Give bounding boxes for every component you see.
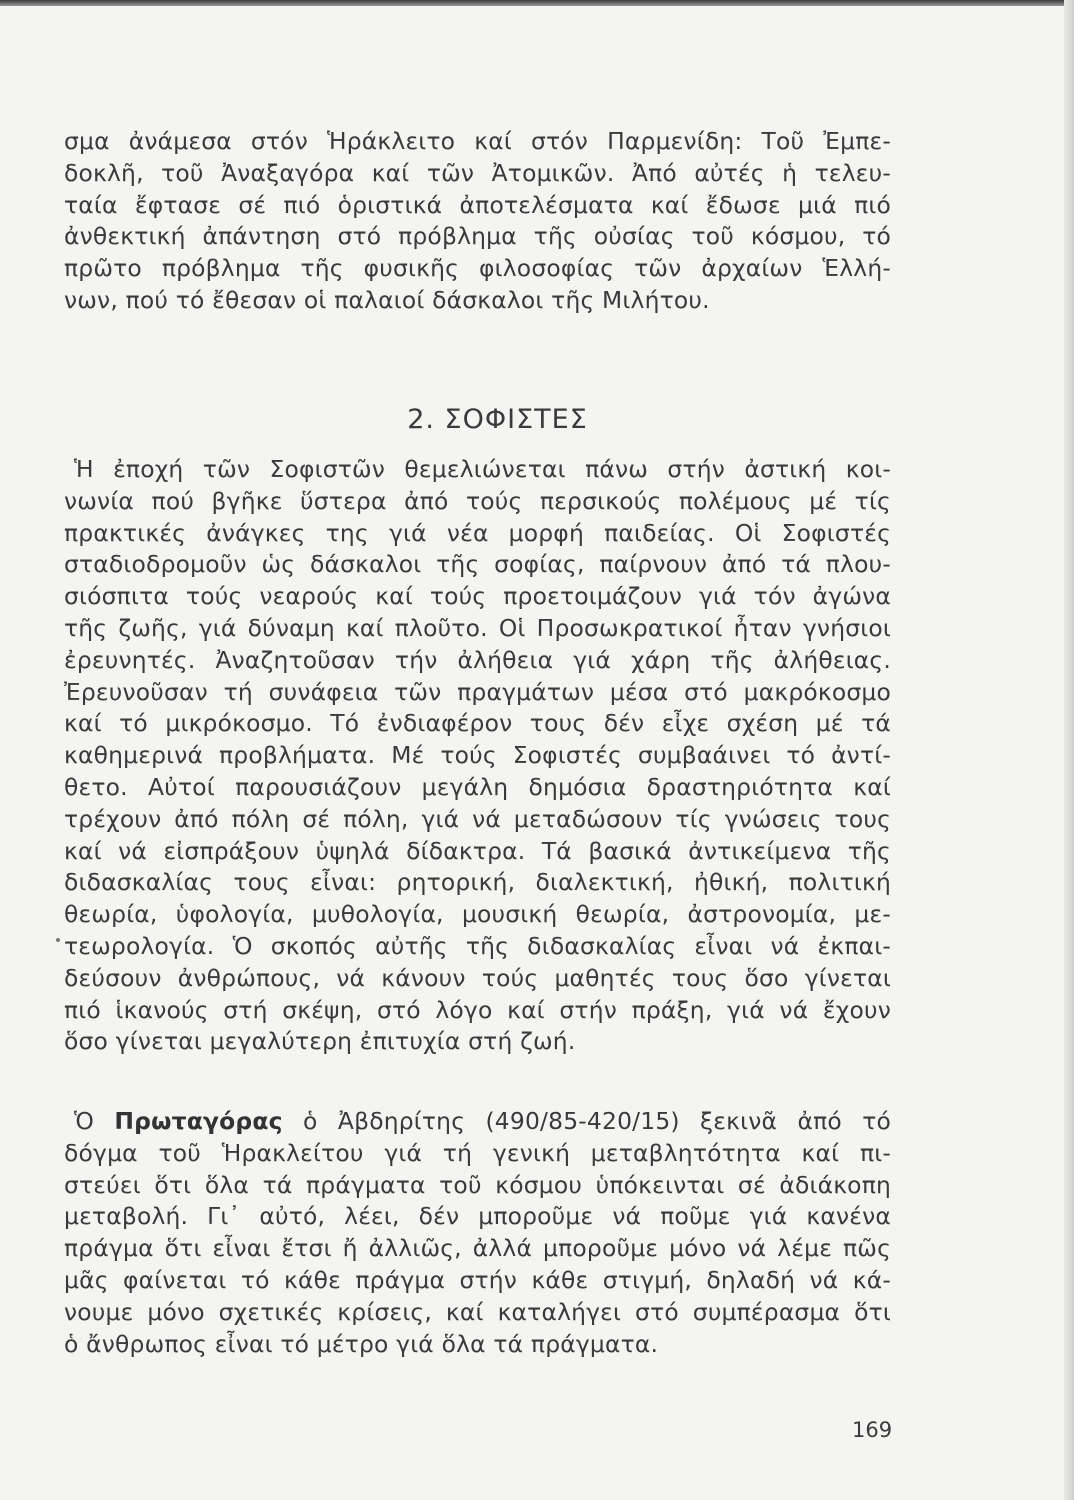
text-line: τεωρολογία. Ὁ σκοπός αὐτῆς τῆς διδασκαλίας εἶναι νά ἐκπαι- (64, 931, 891, 960)
paragraph-2 (64, 454, 891, 1058)
text-line: Ἐρευνοῦσαν τή συνάφεια τῶν πραγμάτων μέσα στό μακρόκοσμο (64, 677, 891, 706)
text-line: διδασκαλίας τους εἶναι: ρητορική, διαλεκτική, ἠθική, πολιτική (64, 868, 891, 897)
text-line: πρῶτο πρόβλημα τῆς φυσικῆς φιλοσοφίας τῶν ἀρχαίων Ἑλλή- (64, 254, 891, 283)
text-line: τρέχουν ἀπό πόλη σέ πόλη, γιά νά μεταδώσουν τίς γνώσεις τους (64, 804, 891, 833)
text-line: ταία ἔφτασε σέ πιό ὁριστικά ἀποτελέσματα καί ἔδωσε μιά πιό (64, 190, 891, 219)
text-line: δεύσουν ἀνθρώπους, νά κάνουν τούς μαθητές τους ὅσο γίνεται (64, 963, 891, 992)
text-line: πρακτικές ἀνάγκες της γιά νέα μορφή παιδείας. Οἱ Σοφιστές (64, 518, 891, 547)
text-line: καί νά εἰσπράξουν ὑψηλά δίδακτρα. Τά βασικά ἀντικείμενα τῆς (64, 836, 891, 865)
text-line: σιόσπιτα τούς νεαρούς καί τούς προετοιμάζουν γιά τόν ἀγώνα (64, 582, 891, 611)
text-line: πιό ἱκανούς στή σκέψη, στό λόγο καί στήν πράξη, γιά νά ἔχουν (64, 995, 891, 1024)
scan-right-edge (1064, 0, 1074, 1500)
section-heading: 2. ΣΟΦΙΣΤΕΣ (407, 404, 588, 435)
text-line: δοκλῆ, τοῦ Ἀναξαγόρα καί τῶν Ἀτομικῶν. Ἀπό αὐτές ἡ τελευ- (64, 158, 891, 187)
text-fragment: ὁ Ἀβδηρίτης (490/85-420/15) ξεκινᾶ ἀπό τό (282, 1107, 891, 1135)
page-number: 169 (852, 1418, 893, 1442)
text-line: μᾶς φαίνεται τό κάθε πράγμα στήν κάθε στιγμή, δηλαδή νά κά- (64, 1265, 891, 1294)
paragraph-1 (64, 126, 891, 317)
text-line: καί τό μικρόκοσμο. Τό ἐνδιαφέρον τους δέν εἶχε σχέση μέ τά (64, 709, 891, 738)
margin-dot (56, 938, 60, 942)
text-line: ἐρευνητές. Ἀναζητοῦσαν τήν ἀλήθεια γιά χάρη τῆς ἀλήθειας. (64, 645, 891, 674)
text-line: θετο. Αὐτοί παρουσιάζουν μεγάλη δημόσια δραστηριότητα καί (64, 772, 891, 801)
text-line: νουμε μόνο σχετικές κρίσεις, καί καταλήγει στό συμπέρασμα ὅτι (64, 1297, 891, 1326)
text-line: νωνία πού βγῆκε ὕστερα ἀπό τούς περσικούς πολέμους μέ τίς (64, 486, 891, 515)
text-line: στεύει ὅτι ὅλα τά πράγματα τοῦ κόσμου ὑπόκεινται σέ ἀδιάκοπη (64, 1170, 891, 1199)
text-fragment: Ὁ (74, 1107, 115, 1135)
text-line: μεταβολή. Γι᾽ αὐτό, λέει, δέν μποροῦμε νά ποῦμε γιά κανένα (64, 1202, 891, 1231)
scan-top-edge (0, 0, 1074, 6)
text-line: θεωρία, ὑφολογία, μυθολογία, μουσική θεωρία, ἀστρονομία, με- (64, 900, 891, 929)
text-line: δόγμα τοῦ Ἡρακλείτου γιά τή γενική μεταβλητότητα καί πι- (64, 1138, 891, 1167)
text-line: καθημερινά προβλήματα. Μέ τούς Σοφιστές συμβαάινει τό ἀντί- (64, 741, 891, 770)
bold-name-protagoras: Πρωταγόρας (114, 1107, 283, 1135)
text-line: τῆς ζωῆς, γιά δύναμη καί πλοῦτο. Οἱ Προσωκρατικοί ἦταν γνήσιοι (64, 613, 891, 642)
text-line: σταδιοδρομοῦν ὡς δάσκαλοι τῆς σοφίας, παίρνουν ἀπό τά πλου- (64, 550, 891, 579)
text-line: νων, πού τό ἔθεσαν οἱ παλαιοί δάσκαλοι τῆς Μιλήτου. (64, 285, 710, 314)
text-line: ἀνθεκτική ἀπάντηση στό πρόβλημα τῆς οὐσίας τοῦ κόσμου, τό (64, 222, 891, 251)
text-line: πράγμα ὅτι εἶναι ἔτσι ἤ ἀλλιῶς, ἀλλά μποροῦμε μόνο νά λέμε πῶς (64, 1234, 891, 1263)
paragraph-3 (64, 1106, 891, 1360)
text-line: ὅσο γίνεται μεγαλύτερη ἐπιτυχία στή ζωή. (64, 1027, 576, 1056)
text-line: σμα ἀνάμεσα στόν Ἡράκλειτο καί στόν Παρμενίδη: Τοῦ Ἐμπε- (64, 127, 891, 155)
text-line: Ἡ ἐποχή τῶν Σοφιστῶν θεμελιώνεται πάνω στήν ἀστική κοι- (74, 455, 891, 483)
text-line (64, 1106, 891, 1138)
text-line: ὁ ἄνθρωπος εἶναι τό μέτρο γιά ὅλα τά πράγματα. (64, 1329, 659, 1358)
